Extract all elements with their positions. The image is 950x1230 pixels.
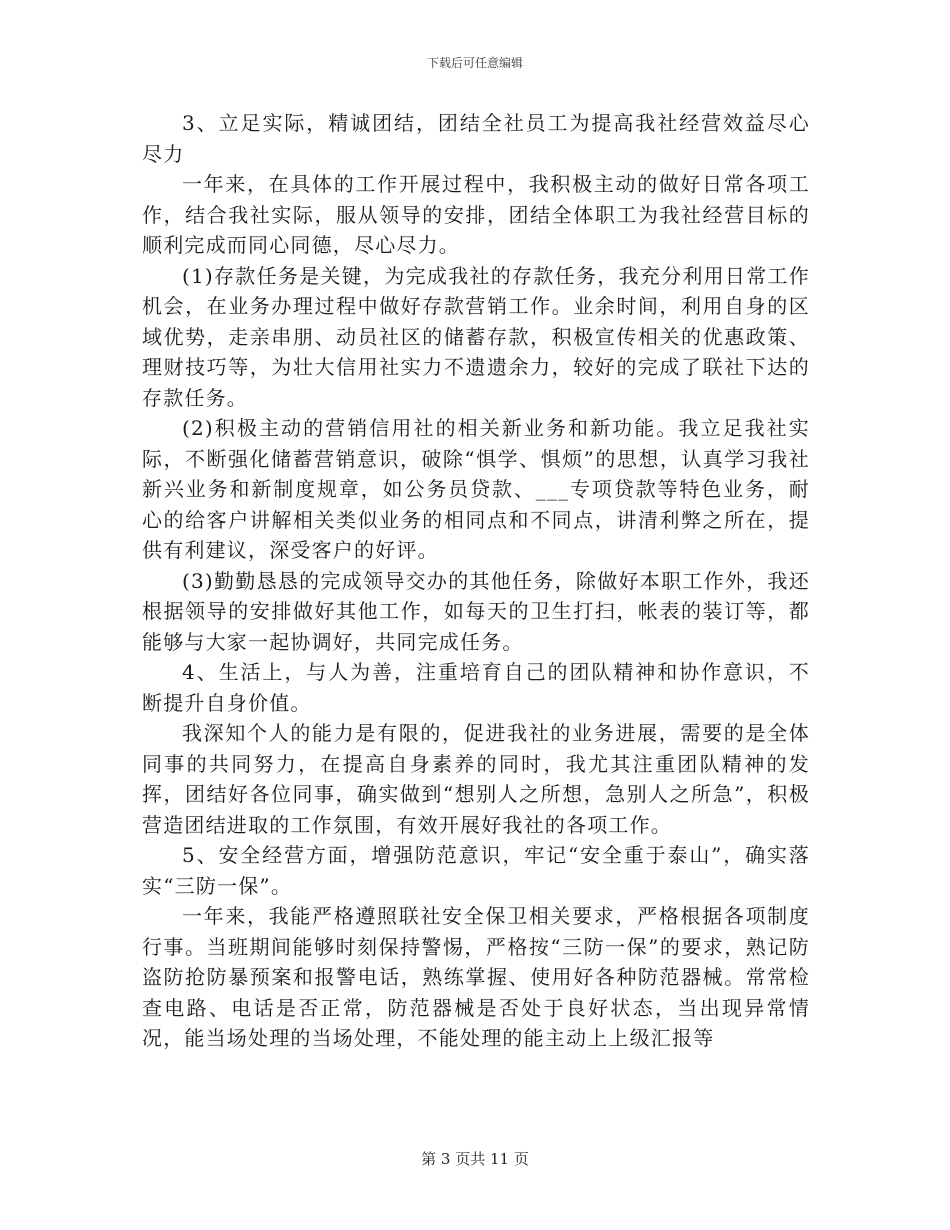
paragraph-item-3: (3)勤勤恳恳的完成领导交办的其他任务，除做好本职工作外，我还根据领导的安排做好其他工作，如每天的卫生打扫，帐表的装订等，都能够与大家一起协调好，共同完成任务。 — [142, 568, 810, 654]
paragraph-intro: 一年来，在具体的工作开展过程中，我积极主动的做好日常各项工作，结合我社实际，服从领导的安排，团结全体职工为我社经营目标的顺利完成而同心同德，尽心尽力。 — [142, 172, 810, 257]
section-3-heading: 3、立足实际，精诚团结，团结全社员工为提高我社经营效益尽心尽力 — [142, 111, 810, 166]
paragraph-item-2: (2)积极主动的营销信用社的相关新业务和新功能。我立足我社实际，不断强化储蓄营销意识，破除“惧学、惧烦”的思想，认真学习我社新兴业务和新制度规章，如公务员贷款、___专项贷款等特色业务，耐心的给客户讲解相关类似业务的相同点和不同点，讲清利弊之所在，提供有利建议，深受客户的好评。 — [142, 416, 810, 562]
header-note: 下载后可任意编辑 — [426, 56, 523, 70]
paragraph-item-1: (1)存款任务是关键，为完成我社的存款任务，我充分利用日常工作机会，在业务办理过程中做好存款营销工作。业余时间，利用自身的区域优势，走亲串朋、动员社区的储蓄存款，积极宣传相关的优惠政策、理财技巧等，为壮大信用社实力不遗遗余力，较好的完成了联社下达的存款任务。 — [142, 263, 810, 410]
page-number: 第 3 页共 11 页 — [421, 1150, 529, 1168]
paragraph-security: 一年来，我能严格遵照联社安全保卫相关要求，严格根据各项制度行事。当班期间能够时刻保持警惕，严格按“三防一保”的要求，熟记防盗防抢防暴预案和报警电话，熟练掌握、使用好各种防范器械。常常检查电路、电话是否正常，防范器械是否处于良好状态，当出现异常情况，能当场处理的当场处理，不能处理的能主动上上级汇报等 — [142, 904, 810, 1050]
section-5-heading: 5、安全经营方面，增强防范意识，牢记“安全重于泰山”，确实落实“三防一保”。 — [142, 843, 810, 898]
document-body — [142, 108, 810, 1054]
section-4-heading: 4、生活上，与人为善，注重培育自己的团队精神和协作意识，不断提升自身价值。 — [142, 660, 810, 715]
paragraph-teamwork: 我深知个人的能力是有限的，促进我社的业务进展，需要的是全体同事的共同努力，在提高自身素养的同时，我尤其注重团队精神的发挥，团结好各位同事，确实做到“想别人之所想，急别人之所急”，积极营造团结进取的工作氛围，有效开展好我社的各项工作。 — [142, 721, 810, 837]
